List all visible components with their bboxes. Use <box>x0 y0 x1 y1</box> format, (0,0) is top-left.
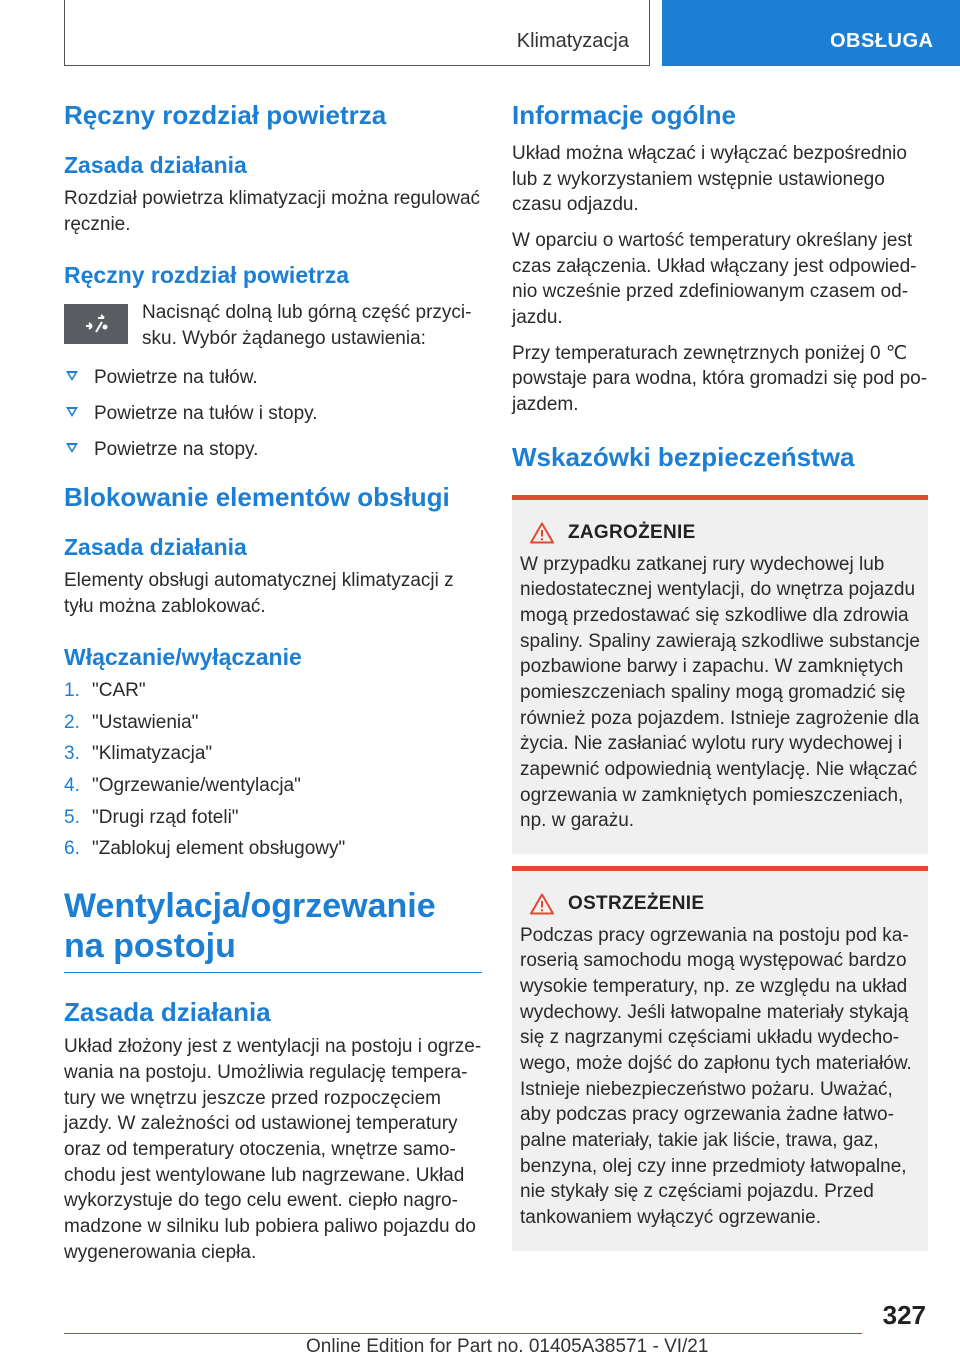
list-item: 5. "Drugi rząd foteli" <box>64 806 239 828</box>
triangle-bullet-icon <box>66 407 78 417</box>
heading-parking-heating: Wentylacja/ogrzewanie na postoju <box>64 886 436 966</box>
list-item: 3. "Klimatyzacja" <box>64 743 213 765</box>
left-column <box>64 100 482 1265</box>
danger-text: W przypadku zatkanej rury wydechowej lub niedostatecznej wentylacji, do wnętrza pojazdu mogą przedostawać się szkodliwe dla zdrowia spaliny. Spaliny zawierają szkodliwe substancje pozbawione barwy i zapachu. W zamkniętych pomieszczeniach spaliny mogą gromadzić się również poza pojazdem. Istnieje zagrożenie dla życia. Nie zasłaniać wylotu rury wydechowej i zapewnić odpowiednią wentylację. Nie włączać ogrzewania w zamkniętych pomieszczeniach, np. w garażu. <box>520 553 920 832</box>
warning-triangle-icon <box>530 522 554 544</box>
heading-on-off: Włączanie/wyłączanie <box>64 644 302 671</box>
heading-manual-distribution: Ręczny rozdział powietrza <box>64 100 387 130</box>
list-item: Powietrze na tułów i stopy. <box>64 401 482 427</box>
list-item: 2. "Ustawienia" <box>64 711 199 733</box>
steps-list <box>64 678 482 862</box>
danger-box <box>512 495 928 854</box>
warning-label: OSTRZEŻENIE <box>568 892 705 914</box>
button-instruction <box>64 300 482 351</box>
header-chapter-tab <box>662 0 960 66</box>
right-column <box>512 100 928 1251</box>
warning-box <box>512 866 928 1251</box>
header-section-box <box>64 0 650 66</box>
text-principle-2: Elementy obsługi automatycznej klimatyzacji z tyłu można zablokować. <box>64 570 454 617</box>
footer-divider <box>64 1333 862 1334</box>
text-button-instruction: Nacisnąć dolną lub górną część przycisku. Wybór żądanego ustawienia: <box>142 301 472 349</box>
heading-principle-2: Zasada działania <box>64 534 247 561</box>
heading-divider <box>64 972 482 973</box>
heading-lock-controls: Blokowanie elementów obsługi <box>64 482 450 513</box>
text-general-2: W oparciu o wartość temperatury określany jest czas załączenia. Układ włączany jest odpowiednio wcześnie przed zdefiniowanym czasem odjazdu. <box>512 230 917 329</box>
text-principle-3: Układ złożony jest z wentylacji na postoju i ogrzewania na postoju. Umożliwia regulację temperatury we wnętrzu jeszcze przed rozpoczęciem jazdy. W zależności od ustawionej temperatury oraz od temperatury otoczenia, wnętrze samochodu jest wentylowane lub nagrzewane. Układ wykorzystuje do tego celu ewent. ciepło nagromadzone w silniku lub pobiera paliwo pojazdu do wygenerowania ciepła. <box>64 1036 482 1263</box>
list-item: Powietrze na tułów. <box>64 365 482 391</box>
list-item: 4. "Ogrzewanie/wentylacja" <box>64 775 301 797</box>
danger-header <box>530 522 920 544</box>
list-item: Powietrze na stopy. <box>64 437 482 463</box>
text-general-1: Układ można włączać i wyłączać bezpośrednio lub z wykorzystaniem wstępnie ustawionego czasu odjazdu. <box>512 143 907 216</box>
page-number: 327 <box>882 1300 926 1330</box>
text-principle-1: Rozdział powietrza klimatyzacji można regulować ręcznie. <box>64 187 481 235</box>
warning-header <box>530 893 920 915</box>
footer-edition: Online Edition for Part no. 01405A38571 - VI/21 <box>306 1336 709 1357</box>
header-chapter-title: OBSŁUGA <box>830 30 934 52</box>
danger-label: ZAGROŻENIE <box>568 521 696 543</box>
air-distribution-button-icon <box>64 304 128 344</box>
header-section-title: Klimatyzacja <box>516 30 629 52</box>
list-item: 6. "Zablokuj element obsługowy" <box>64 838 346 860</box>
warning-triangle-icon <box>530 893 554 915</box>
heading-principle-1: Zasada działania <box>64 152 247 179</box>
heading-safety: Wskazówki bezpieczeństwa <box>512 441 855 472</box>
heading-general-info: Informacje ogólne <box>512 100 736 130</box>
warning-text: Podczas pracy ogrzewania na postoju pod karoserią samochodu mogą występować bardzo wysokie temperatury, np. ze względu na układ wydechowy. Jeśli łatwopalne materiały stykają się z nagrzanymi częściami układu wydechowego, może dojść do zapłonu tych materiałów. Istnieje niebezpieczeństwo pożaru. Uważać, aby podczas pracy ogrzewania żadne łatwopalne materiały, takie jak liście, trawa, gaz, benzyna, olej czy inne przedmioty łatwopalne, nie stykały się z częściami pojazdu. Przed tankowaniem wyłączyć ogrzewanie. <box>520 924 912 1228</box>
text-general-3: Przy temperaturach zewnętrznych poniżej 0 ℃ powstaje para wodna, która gromadzi się pod pojazdem. <box>512 342 928 415</box>
heading-principle-3: Zasada działania <box>64 997 271 1028</box>
options-list <box>64 365 482 462</box>
list-item: 1. "CAR" <box>64 680 146 702</box>
heading-manual-distribution-2: Ręczny rozdział powietrza <box>64 262 350 289</box>
air-distribution-icon <box>78 312 114 336</box>
triangle-bullet-icon <box>66 443 78 453</box>
triangle-bullet-icon <box>66 371 78 381</box>
